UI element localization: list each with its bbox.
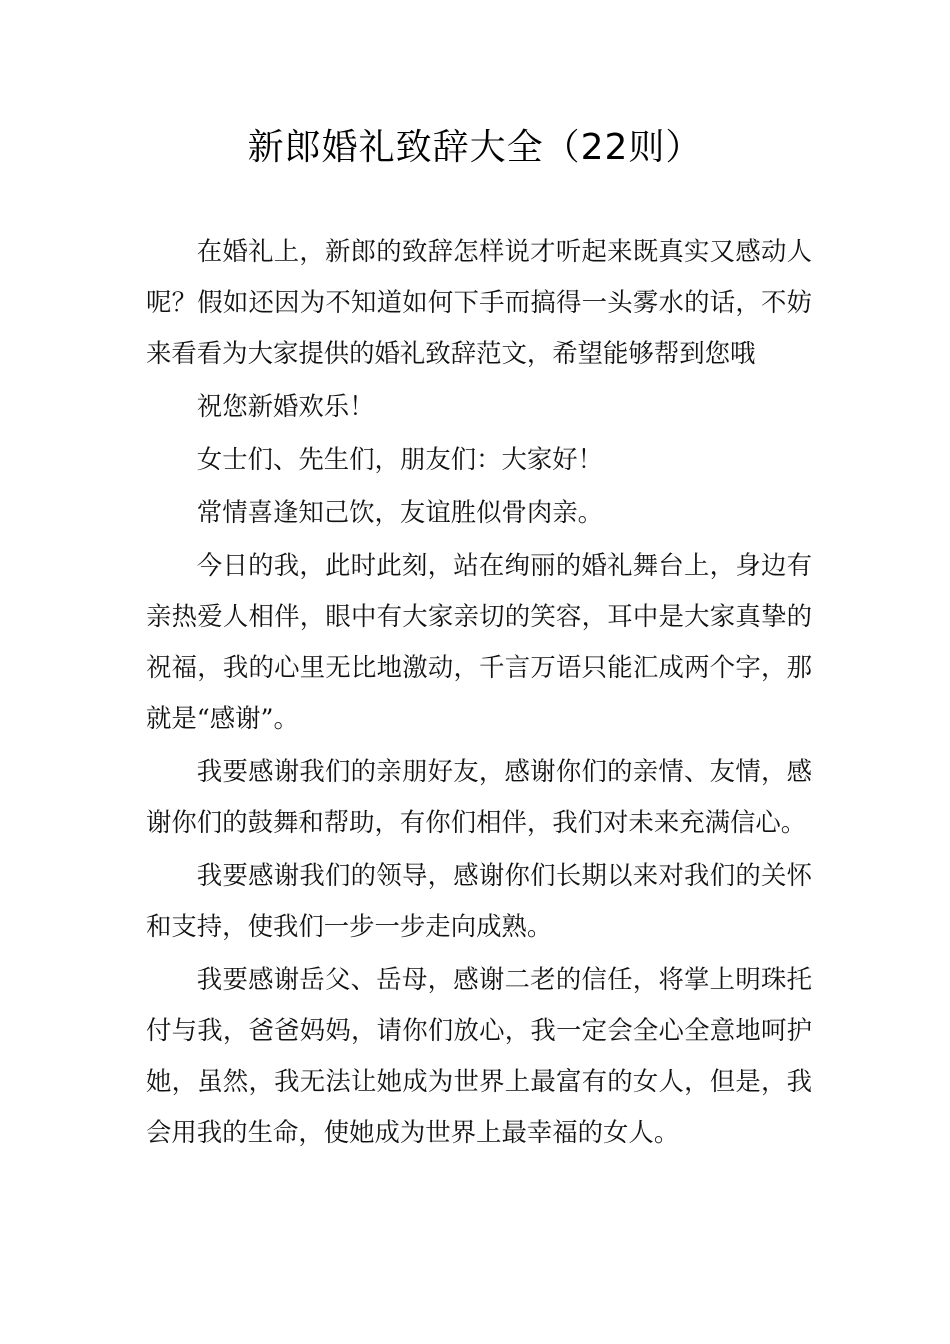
paragraph-today: 今日的我，此时此刻，站在绚丽的婚礼舞台上，身边有亲热爱人相伴，眼中有大家亲切的笑容，耳中是大家真挚的祝福，我的心里无比地激动，千言万语只能汇成两个字，那就是“感谢”。 [146, 550, 812, 733]
paragraph-greeting: 女士们、先生们，朋友们：大家好！ [196, 444, 604, 474]
document-body [146, 226, 812, 1160]
paragraph-verse: 常情喜逢知己饮，友谊胜似骨肉亲。 [196, 497, 604, 527]
paragraph-thank-leaders: 我要感谢我们的领导，感谢你们长期以来对我们的关怀和支持，使我们一步一步走向成熟。 [146, 860, 812, 941]
paragraph-blessing: 祝您新婚欢乐！ [196, 391, 375, 421]
document-title: 新郎婚礼致辞大全（22则） [247, 127, 703, 168]
paragraph-intro: 在婚礼上，新郎的致辞怎样说才听起来既真实又感动人呢？假如还因为不知道如何下手而搞得一头雾水的话，不妨来看看为大家提供的婚礼致辞范文，希望能够帮到您哦 [146, 236, 812, 368]
paragraph-thank-friends: 我要感谢我们的亲朋好友，感谢你们的亲情、友情，感谢你们的鼓舞和帮助，有你们相伴，我们对未来充满信心。 [146, 756, 812, 837]
paragraph-thank-parents: 我要感谢岳父、岳母，感谢二老的信任，将掌上明珠托付与我，爸爸妈妈，请你们放心，我一定会全心全意地呵护她，虽然，我无法让她成为世界上最富有的女人，但是，我会用我的生命，使她成为世界上最幸福的女人。 [146, 964, 812, 1147]
